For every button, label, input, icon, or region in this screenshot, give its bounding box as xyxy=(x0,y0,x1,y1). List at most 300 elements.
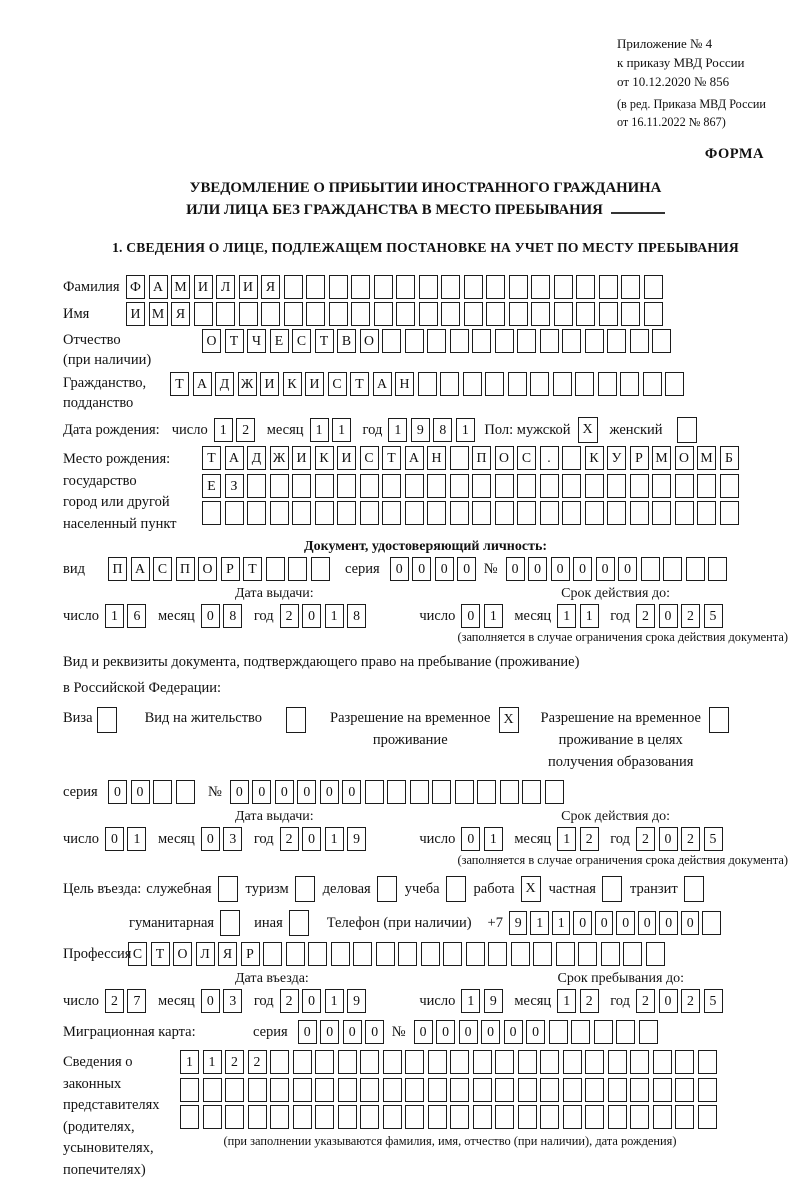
char-cell[interactable] xyxy=(562,329,581,353)
char-cell[interactable] xyxy=(630,1050,649,1074)
char-cell[interactable] xyxy=(315,1050,334,1074)
char-cell[interactable]: 1 xyxy=(325,827,344,851)
char-cell[interactable]: 0 xyxy=(230,780,249,804)
char-cell[interactable] xyxy=(652,474,671,498)
char-cell[interactable] xyxy=(270,474,289,498)
char-cell[interactable] xyxy=(428,1078,447,1102)
char-cell[interactable] xyxy=(585,1078,604,1102)
char-cell[interactable]: Т xyxy=(382,446,401,470)
char-cell[interactable]: 0 xyxy=(618,557,637,581)
purpose-private-checkbox[interactable] xyxy=(602,876,622,902)
char-cell[interactable]: 5 xyxy=(704,827,723,851)
char-cell[interactable] xyxy=(562,474,581,498)
char-cell[interactable] xyxy=(247,474,266,498)
char-cell[interactable]: Я xyxy=(218,942,237,966)
char-cell[interactable]: 0 xyxy=(105,827,124,851)
char-cell[interactable] xyxy=(630,1078,649,1102)
char-cell[interactable]: 2 xyxy=(636,989,655,1013)
char-cell[interactable]: 2 xyxy=(280,827,299,851)
char-cell[interactable] xyxy=(374,302,393,326)
char-cell[interactable] xyxy=(599,275,618,299)
char-cell[interactable] xyxy=(511,942,530,966)
char-cell[interactable]: С xyxy=(517,446,536,470)
char-cell[interactable]: 0 xyxy=(457,557,476,581)
purpose-other-checkbox[interactable] xyxy=(289,910,309,936)
char-cell[interactable]: 0 xyxy=(595,911,614,935)
char-cell[interactable]: О xyxy=(675,446,694,470)
char-cell[interactable] xyxy=(473,1078,492,1102)
char-cell[interactable] xyxy=(599,302,618,326)
char-cell[interactable] xyxy=(644,275,663,299)
char-cell[interactable]: И xyxy=(305,372,324,396)
char-cell[interactable]: 1 xyxy=(484,604,503,628)
char-cell[interactable] xyxy=(545,780,564,804)
char-cell[interactable]: 8 xyxy=(433,418,452,442)
char-cell[interactable] xyxy=(697,501,716,525)
char-cell[interactable] xyxy=(427,501,446,525)
char-cell[interactable] xyxy=(556,942,575,966)
char-cell[interactable] xyxy=(540,1050,559,1074)
char-cell[interactable] xyxy=(329,275,348,299)
char-cell[interactable] xyxy=(248,1105,267,1129)
char-cell[interactable] xyxy=(225,501,244,525)
char-cell[interactable]: И xyxy=(292,446,311,470)
char-cell[interactable]: 0 xyxy=(436,1020,455,1044)
char-cell[interactable] xyxy=(630,329,649,353)
char-cell[interactable]: 0 xyxy=(596,557,615,581)
char-cell[interactable] xyxy=(495,501,514,525)
char-cell[interactable]: Р xyxy=(221,557,240,581)
char-cell[interactable]: З xyxy=(225,474,244,498)
char-cell[interactable] xyxy=(686,557,705,581)
char-cell[interactable] xyxy=(443,942,462,966)
char-cell[interactable] xyxy=(428,1050,447,1074)
char-cell[interactable] xyxy=(675,1078,694,1102)
char-cell[interactable] xyxy=(698,1078,717,1102)
char-cell[interactable] xyxy=(620,372,639,396)
char-cell[interactable] xyxy=(427,329,446,353)
char-cell[interactable]: 0 xyxy=(659,604,678,628)
char-cell[interactable]: М xyxy=(697,446,716,470)
char-cell[interactable] xyxy=(421,942,440,966)
char-cell[interactable]: 0 xyxy=(681,911,700,935)
char-cell[interactable] xyxy=(450,446,469,470)
rvp-checkbox[interactable]: X xyxy=(499,707,519,733)
char-cell[interactable] xyxy=(517,474,536,498)
purpose-humanitarian-checkbox[interactable] xyxy=(220,910,240,936)
char-cell[interactable]: О xyxy=(360,329,379,353)
char-cell[interactable] xyxy=(554,275,573,299)
char-cell[interactable] xyxy=(405,474,424,498)
char-cell[interactable]: 0 xyxy=(302,827,321,851)
char-cell[interactable] xyxy=(360,501,379,525)
char-cell[interactable] xyxy=(665,372,684,396)
char-cell[interactable]: Т xyxy=(170,372,189,396)
char-cell[interactable]: 0 xyxy=(302,989,321,1013)
char-cell[interactable]: 0 xyxy=(526,1020,545,1044)
char-cell[interactable] xyxy=(266,557,285,581)
char-cell[interactable] xyxy=(630,474,649,498)
char-cell[interactable]: Т xyxy=(151,942,170,966)
char-cell[interactable] xyxy=(585,1050,604,1074)
char-cell[interactable] xyxy=(441,275,460,299)
char-cell[interactable]: И xyxy=(126,302,145,326)
char-cell[interactable]: 0 xyxy=(573,557,592,581)
char-cell[interactable] xyxy=(652,501,671,525)
char-cell[interactable]: Д xyxy=(247,446,266,470)
char-cell[interactable] xyxy=(398,942,417,966)
char-cell[interactable]: 0 xyxy=(461,827,480,851)
char-cell[interactable]: Р xyxy=(630,446,649,470)
char-cell[interactable]: П xyxy=(176,557,195,581)
char-cell[interactable] xyxy=(554,302,573,326)
char-cell[interactable] xyxy=(607,501,626,525)
char-cell[interactable] xyxy=(351,302,370,326)
char-cell[interactable] xyxy=(675,474,694,498)
char-cell[interactable]: 8 xyxy=(347,604,366,628)
char-cell[interactable]: А xyxy=(225,446,244,470)
char-cell[interactable] xyxy=(419,302,438,326)
char-cell[interactable] xyxy=(293,1050,312,1074)
char-cell[interactable] xyxy=(247,501,266,525)
char-cell[interactable] xyxy=(180,1105,199,1129)
char-cell[interactable] xyxy=(531,302,550,326)
char-cell[interactable]: 3 xyxy=(223,989,242,1013)
char-cell[interactable] xyxy=(466,942,485,966)
char-cell[interactable] xyxy=(261,302,280,326)
char-cell[interactable] xyxy=(292,474,311,498)
char-cell[interactable]: 0 xyxy=(201,604,220,628)
char-cell[interactable] xyxy=(540,329,559,353)
char-cell[interactable] xyxy=(540,501,559,525)
char-cell[interactable]: Т xyxy=(350,372,369,396)
char-cell[interactable]: У xyxy=(607,446,626,470)
purpose-transit-checkbox[interactable] xyxy=(684,876,704,902)
char-cell[interactable] xyxy=(239,302,258,326)
char-cell[interactable] xyxy=(360,1105,379,1129)
char-cell[interactable] xyxy=(382,329,401,353)
char-cell[interactable] xyxy=(473,1105,492,1129)
char-cell[interactable]: 0 xyxy=(659,911,678,935)
purpose-study-checkbox[interactable] xyxy=(446,876,466,902)
char-cell[interactable] xyxy=(374,275,393,299)
char-cell[interactable] xyxy=(315,1105,334,1129)
char-cell[interactable]: 1 xyxy=(310,418,329,442)
char-cell[interactable] xyxy=(585,474,604,498)
char-cell[interactable] xyxy=(203,1078,222,1102)
char-cell[interactable] xyxy=(509,302,528,326)
char-cell[interactable] xyxy=(578,942,597,966)
char-cell[interactable] xyxy=(540,1078,559,1102)
char-cell[interactable] xyxy=(653,1078,672,1102)
char-cell[interactable] xyxy=(641,557,660,581)
char-cell[interactable]: 0 xyxy=(414,1020,433,1044)
char-cell[interactable]: 1 xyxy=(105,604,124,628)
char-cell[interactable] xyxy=(383,1105,402,1129)
char-cell[interactable] xyxy=(643,372,662,396)
char-cell[interactable]: Д xyxy=(215,372,234,396)
char-cell[interactable] xyxy=(270,1105,289,1129)
char-cell[interactable] xyxy=(594,1020,613,1044)
char-cell[interactable] xyxy=(563,1105,582,1129)
char-cell[interactable]: А xyxy=(193,372,212,396)
char-cell[interactable] xyxy=(644,302,663,326)
char-cell[interactable]: 0 xyxy=(659,989,678,1013)
rvp-education-checkbox[interactable] xyxy=(709,707,729,733)
char-cell[interactable] xyxy=(153,780,172,804)
char-cell[interactable] xyxy=(418,372,437,396)
char-cell[interactable] xyxy=(180,1078,199,1102)
char-cell[interactable]: Е xyxy=(202,474,221,498)
char-cell[interactable]: 0 xyxy=(201,989,220,1013)
char-cell[interactable]: 1 xyxy=(580,604,599,628)
char-cell[interactable] xyxy=(263,942,282,966)
char-cell[interactable] xyxy=(410,780,429,804)
char-cell[interactable] xyxy=(508,372,527,396)
char-cell[interactable] xyxy=(450,1105,469,1129)
char-cell[interactable] xyxy=(360,474,379,498)
char-cell[interactable] xyxy=(675,501,694,525)
char-cell[interactable] xyxy=(720,474,739,498)
char-cell[interactable]: И xyxy=(194,275,213,299)
char-cell[interactable] xyxy=(698,1050,717,1074)
char-cell[interactable] xyxy=(585,329,604,353)
char-cell[interactable]: 0 xyxy=(412,557,431,581)
char-cell[interactable] xyxy=(675,1050,694,1074)
char-cell[interactable]: 2 xyxy=(105,989,124,1013)
char-cell[interactable]: Р xyxy=(241,942,260,966)
char-cell[interactable] xyxy=(216,302,235,326)
char-cell[interactable]: Е xyxy=(270,329,289,353)
char-cell[interactable]: 0 xyxy=(573,911,592,935)
char-cell[interactable] xyxy=(202,501,221,525)
char-cell[interactable] xyxy=(293,1078,312,1102)
char-cell[interactable] xyxy=(338,1078,357,1102)
char-cell[interactable] xyxy=(549,1020,568,1044)
char-cell[interactable]: 0 xyxy=(616,911,635,935)
char-cell[interactable] xyxy=(382,501,401,525)
char-cell[interactable]: 2 xyxy=(681,989,700,1013)
char-cell[interactable]: 0 xyxy=(252,780,271,804)
char-cell[interactable]: 9 xyxy=(509,911,528,935)
char-cell[interactable] xyxy=(639,1020,658,1044)
char-cell[interactable]: 2 xyxy=(636,604,655,628)
char-cell[interactable] xyxy=(530,372,549,396)
char-cell[interactable]: 1 xyxy=(461,989,480,1013)
char-cell[interactable] xyxy=(562,446,581,470)
purpose-business-checkbox[interactable] xyxy=(218,876,238,902)
char-cell[interactable] xyxy=(576,275,595,299)
char-cell[interactable] xyxy=(315,501,334,525)
char-cell[interactable]: Я xyxy=(171,302,190,326)
char-cell[interactable]: Л xyxy=(216,275,235,299)
char-cell[interactable]: А xyxy=(405,446,424,470)
char-cell[interactable]: 2 xyxy=(681,827,700,851)
char-cell[interactable] xyxy=(270,1078,289,1102)
char-cell[interactable]: 9 xyxy=(411,418,430,442)
char-cell[interactable] xyxy=(315,474,334,498)
char-cell[interactable]: 0 xyxy=(108,780,127,804)
char-cell[interactable] xyxy=(495,1050,514,1074)
char-cell[interactable] xyxy=(383,1078,402,1102)
char-cell[interactable] xyxy=(329,302,348,326)
char-cell[interactable] xyxy=(338,1105,357,1129)
char-cell[interactable]: 7 xyxy=(127,989,146,1013)
char-cell[interactable]: А xyxy=(373,372,392,396)
char-cell[interactable] xyxy=(286,942,305,966)
char-cell[interactable] xyxy=(450,474,469,498)
char-cell[interactable] xyxy=(720,501,739,525)
char-cell[interactable] xyxy=(598,372,617,396)
char-cell[interactable] xyxy=(396,275,415,299)
purpose-work-checkbox[interactable]: X xyxy=(521,876,541,902)
char-cell[interactable] xyxy=(308,942,327,966)
char-cell[interactable] xyxy=(450,329,469,353)
char-cell[interactable]: Б xyxy=(720,446,739,470)
char-cell[interactable]: К xyxy=(315,446,334,470)
char-cell[interactable]: 2 xyxy=(681,604,700,628)
char-cell[interactable]: Ф xyxy=(126,275,145,299)
char-cell[interactable]: 0 xyxy=(298,1020,317,1044)
char-cell[interactable] xyxy=(450,1050,469,1074)
char-cell[interactable]: О xyxy=(173,942,192,966)
char-cell[interactable]: 1 xyxy=(325,604,344,628)
char-cell[interactable]: 0 xyxy=(320,1020,339,1044)
char-cell[interactable] xyxy=(405,501,424,525)
char-cell[interactable]: 0 xyxy=(343,1020,362,1044)
char-cell[interactable] xyxy=(473,1050,492,1074)
char-cell[interactable]: С xyxy=(328,372,347,396)
char-cell[interactable] xyxy=(432,780,451,804)
char-cell[interactable] xyxy=(405,329,424,353)
char-cell[interactable] xyxy=(360,1050,379,1074)
char-cell[interactable]: 1 xyxy=(530,911,549,935)
char-cell[interactable] xyxy=(531,275,550,299)
char-cell[interactable] xyxy=(306,275,325,299)
char-cell[interactable]: С xyxy=(292,329,311,353)
char-cell[interactable] xyxy=(365,780,384,804)
char-cell[interactable]: И xyxy=(260,372,279,396)
char-cell[interactable]: 2 xyxy=(636,827,655,851)
char-cell[interactable] xyxy=(396,302,415,326)
char-cell[interactable] xyxy=(675,1105,694,1129)
char-cell[interactable]: К xyxy=(283,372,302,396)
char-cell[interactable] xyxy=(472,329,491,353)
char-cell[interactable] xyxy=(419,275,438,299)
char-cell[interactable] xyxy=(292,501,311,525)
char-cell[interactable] xyxy=(533,942,552,966)
char-cell[interactable]: 0 xyxy=(638,911,657,935)
char-cell[interactable] xyxy=(463,372,482,396)
char-cell[interactable]: 2 xyxy=(248,1050,267,1074)
char-cell[interactable] xyxy=(353,942,372,966)
char-cell[interactable] xyxy=(708,557,727,581)
char-cell[interactable]: 1 xyxy=(557,989,576,1013)
char-cell[interactable]: 0 xyxy=(461,604,480,628)
char-cell[interactable]: 1 xyxy=(325,989,344,1013)
char-cell[interactable]: Ж xyxy=(270,446,289,470)
char-cell[interactable] xyxy=(194,302,213,326)
char-cell[interactable] xyxy=(621,302,640,326)
char-cell[interactable]: П xyxy=(108,557,127,581)
char-cell[interactable] xyxy=(585,501,604,525)
char-cell[interactable]: 6 xyxy=(127,604,146,628)
char-cell[interactable]: 0 xyxy=(481,1020,500,1044)
char-cell[interactable] xyxy=(495,329,514,353)
char-cell[interactable] xyxy=(450,501,469,525)
char-cell[interactable] xyxy=(472,501,491,525)
char-cell[interactable]: 1 xyxy=(214,418,233,442)
char-cell[interactable]: 0 xyxy=(459,1020,478,1044)
char-cell[interactable]: 2 xyxy=(236,418,255,442)
char-cell[interactable]: 0 xyxy=(131,780,150,804)
char-cell[interactable]: Ч xyxy=(247,329,266,353)
char-cell[interactable] xyxy=(653,1050,672,1074)
char-cell[interactable] xyxy=(663,557,682,581)
char-cell[interactable]: 1 xyxy=(557,604,576,628)
char-cell[interactable] xyxy=(517,329,536,353)
char-cell[interactable] xyxy=(608,1105,627,1129)
char-cell[interactable] xyxy=(495,1105,514,1129)
char-cell[interactable] xyxy=(698,1105,717,1129)
char-cell[interactable] xyxy=(248,1078,267,1102)
char-cell[interactable]: М xyxy=(149,302,168,326)
char-cell[interactable] xyxy=(315,1078,334,1102)
char-cell[interactable]: Т xyxy=(202,446,221,470)
char-cell[interactable]: 1 xyxy=(557,827,576,851)
char-cell[interactable] xyxy=(576,302,595,326)
char-cell[interactable]: 2 xyxy=(280,989,299,1013)
char-cell[interactable] xyxy=(630,501,649,525)
char-cell[interactable] xyxy=(621,275,640,299)
visa-checkbox[interactable] xyxy=(97,707,117,733)
char-cell[interactable] xyxy=(488,942,507,966)
char-cell[interactable]: Я xyxy=(261,275,280,299)
purpose-tourism-checkbox[interactable] xyxy=(295,876,315,902)
purpose-commercial-checkbox[interactable] xyxy=(377,876,397,902)
char-cell[interactable] xyxy=(441,302,460,326)
char-cell[interactable] xyxy=(607,329,626,353)
char-cell[interactable]: О xyxy=(198,557,217,581)
char-cell[interactable]: 0 xyxy=(342,780,361,804)
char-cell[interactable] xyxy=(270,1050,289,1074)
char-cell[interactable]: 0 xyxy=(659,827,678,851)
char-cell[interactable]: Ж xyxy=(238,372,257,396)
char-cell[interactable] xyxy=(270,501,289,525)
char-cell[interactable] xyxy=(306,302,325,326)
char-cell[interactable]: 1 xyxy=(388,418,407,442)
char-cell[interactable]: А xyxy=(131,557,150,581)
char-cell[interactable] xyxy=(518,1078,537,1102)
char-cell[interactable] xyxy=(284,275,303,299)
char-cell[interactable] xyxy=(517,501,536,525)
char-cell[interactable]: 5 xyxy=(704,604,723,628)
char-cell[interactable] xyxy=(563,1078,582,1102)
char-cell[interactable]: 0 xyxy=(551,557,570,581)
char-cell[interactable] xyxy=(225,1105,244,1129)
char-cell[interactable] xyxy=(288,557,307,581)
char-cell[interactable] xyxy=(500,780,519,804)
char-cell[interactable]: 1 xyxy=(203,1050,222,1074)
char-cell[interactable] xyxy=(616,1020,635,1044)
char-cell[interactable] xyxy=(630,1105,649,1129)
char-cell[interactable] xyxy=(387,780,406,804)
char-cell[interactable]: Н xyxy=(427,446,446,470)
char-cell[interactable]: Т xyxy=(225,329,244,353)
char-cell[interactable] xyxy=(522,780,541,804)
char-cell[interactable]: П xyxy=(472,446,491,470)
char-cell[interactable] xyxy=(464,275,483,299)
